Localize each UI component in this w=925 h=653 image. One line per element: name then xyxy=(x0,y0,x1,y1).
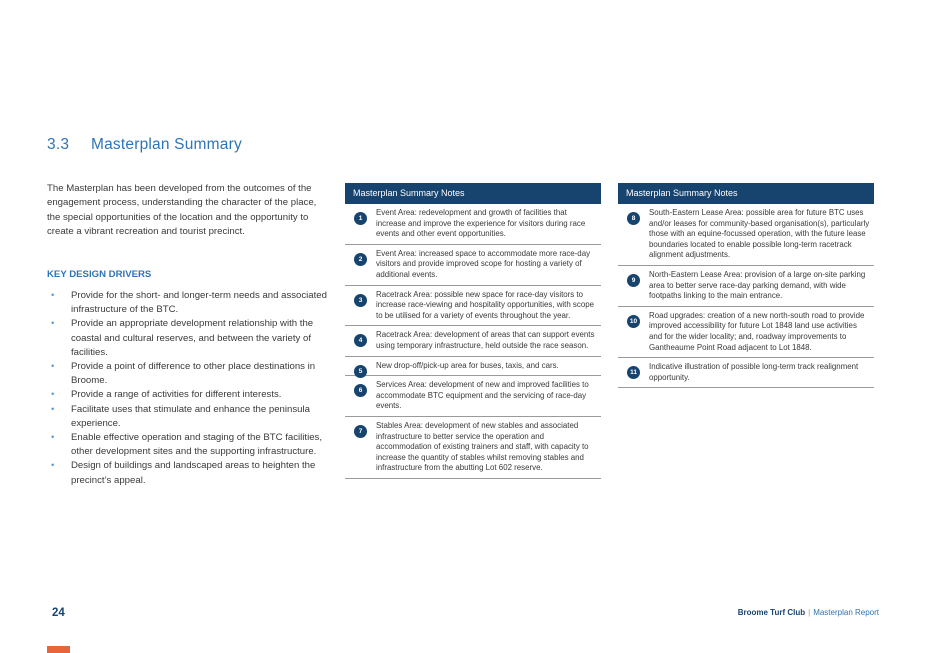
note-item: 1 Event Area: redevelopment and growth of facilities that increase and improve the experience for visitors during race events and other event opportunities. xyxy=(345,204,601,245)
note-item: 11 Indicative illustration of possible long-term track realignment opportunity. xyxy=(618,358,874,388)
list-item: • Provide for the short- and longer-term needs and associated infrastructure of the BTC. xyxy=(51,290,327,316)
list-item: • Provide a point of difference to other place destinations in Broome. xyxy=(51,361,316,387)
list-item: • Design of buildings and landscaped areas to heighten the precinct’s appeal. xyxy=(51,460,316,486)
notes-heading: Masterplan Summary Notes xyxy=(618,183,874,204)
list-item: • Enable effective operation and staging of the BTC facilities, other development sites and the supporting infrastructure. xyxy=(51,432,323,458)
number-badge: 11 xyxy=(627,366,640,379)
number-badge: 8 xyxy=(627,212,640,225)
note-item: 2 Event Area: increased space to accommodate more race-day visitors and provide improved scope for hosting a variety of additional events. xyxy=(345,245,601,286)
number-badge: 4 xyxy=(354,334,367,347)
bullet-icon: • xyxy=(51,318,55,330)
key-design-drivers-list xyxy=(47,289,327,488)
summary-notes-right xyxy=(618,183,874,388)
page-number: 24 xyxy=(52,607,65,619)
bullet-icon: • xyxy=(51,403,55,415)
note-item: 6 Services Area: development of new and improved facilities to accommodate BTC equipment and the servicing of race-day events. xyxy=(345,376,601,417)
bullet-icon: • xyxy=(51,460,55,472)
section-number: 3.3 xyxy=(47,136,70,153)
key-design-drivers-title: KEY DESIGN DRIVERS xyxy=(47,269,152,280)
page-tab-marker xyxy=(47,646,70,653)
number-badge: 3 xyxy=(354,294,367,307)
summary-notes-left xyxy=(345,183,601,479)
number-badge: 7 xyxy=(354,425,367,438)
number-badge: 10 xyxy=(627,315,640,328)
note-item: 7 Stables Area: development of new stables and associated infrastructure to better service the operation and accommodation of existing trainers and staff, with capacity to increase the quantity of stables whilst removing stables and infrastructure from the abutting Lot 602 reserve. xyxy=(345,417,601,479)
section-heading xyxy=(47,136,242,154)
bullet-icon: • xyxy=(51,389,55,401)
section-title: Masterplan Summary xyxy=(91,136,242,153)
notes-heading: Masterplan Summary Notes xyxy=(345,183,601,204)
note-item: 9 North-Eastern Lease Area: provision of a large on-site parking area to better serve race-day parking demand, with wide footpaths linking to the main entrance. xyxy=(618,266,874,307)
note-item: 5 New drop-off/pick-up area for buses, taxis, and cars. xyxy=(345,357,601,377)
intro-paragraph: The Masterplan has been developed from the outcomes of the engagement process, understanding the character of the place, the special opportunities of the location and the opportunity to create a vibrant recreation and tourist precinct. xyxy=(47,183,317,237)
note-item: 4 Racetrack Area: development of areas that can support events using temporary infrastructure, held outside the race season. xyxy=(345,326,601,356)
note-item: 10 Road upgrades: creation of a new north-south road to provide improved accessibility for future Lot 1848 land use activities and for the wider locality; and, roadway improvements to Gantheaume Point Road adjacent to Lot 1848. xyxy=(618,307,874,358)
footer-separator: | xyxy=(808,608,811,617)
number-badge: 2 xyxy=(354,253,367,266)
footer-report-name: Masterplan Report xyxy=(813,608,879,617)
list-item: • Provide an appropriate development relationship with the coastal and cultural reserves, and between the variety of facilities. xyxy=(51,318,314,358)
number-badge: 6 xyxy=(354,384,367,397)
bullet-icon: • xyxy=(51,361,55,373)
bullet-icon: • xyxy=(51,290,55,301)
number-badge: 9 xyxy=(627,274,640,287)
page-footer xyxy=(738,608,879,617)
list-item: • Provide a range of activities for different interests. xyxy=(47,388,327,402)
note-item: 3 Racetrack Area: possible new space for race-day visitors to increase race-viewing and hospitality opportunities, with scope to be utilised for a variety of events throughout the year. xyxy=(345,286,601,327)
number-badge: 1 xyxy=(354,212,367,225)
footer-club-name: Broome Turf Club xyxy=(737,608,806,617)
number-badge: 5 xyxy=(354,365,367,378)
bullet-icon: • xyxy=(51,432,55,444)
list-item: • Facilitate uses that stimulate and enhance the peninsula experience. xyxy=(51,403,310,429)
note-item: 8 South-Eastern Lease Area: possible area for future BTC uses and/or leases for community-based organisation(s), particularly those with an equine-focussed operation, with the future lease boundaries located to enable possible long-term racetrack alignment adjustments. xyxy=(618,204,874,266)
